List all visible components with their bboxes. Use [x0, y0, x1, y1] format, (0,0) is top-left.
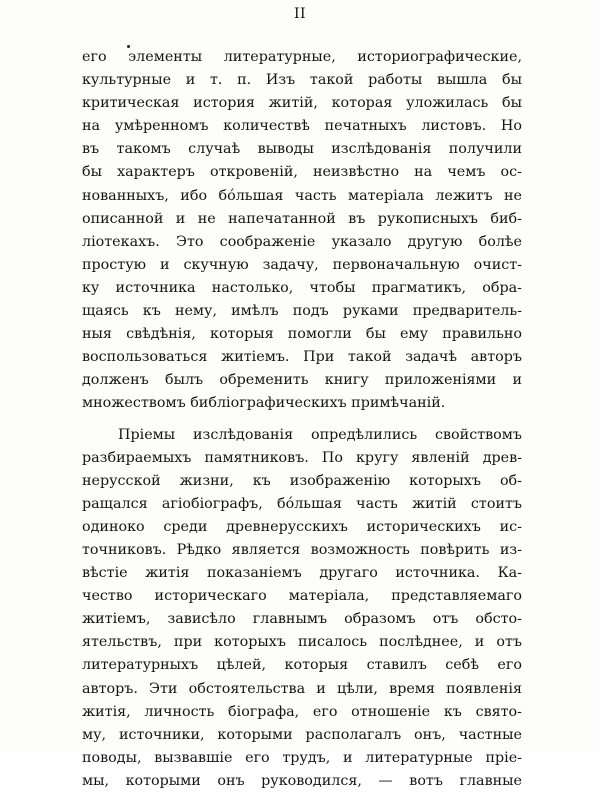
text-line: нованныхъ, ибо бóльшая часть матеріала лежитъ не: [82, 185, 522, 208]
paragraph-1: [82, 46, 522, 416]
text-line: му, источники, которыми располагалъ онъ, частные: [82, 724, 522, 747]
text-line: ращался агіобіографъ, бóльшая часть житій стоитъ: [82, 493, 522, 516]
text-line: мы, которыми онъ руководился, — вотъ главные: [82, 770, 522, 793]
page-body: [82, 46, 522, 793]
text-line: ліотекахъ. Это соображеніе указало другую болѣе: [82, 231, 522, 254]
text-line: нерусской жизни, къ изображенію которыхъ об-: [82, 470, 522, 493]
text-line: ятельствъ, при которыхъ писалось послѣднее, и отъ: [82, 631, 522, 654]
text-line: культурные и т. п. Изъ такой работы вышла бы: [82, 69, 522, 92]
text-line: критическая история житій, которая уложилась бы: [82, 92, 522, 115]
paragraph-gap: [82, 416, 522, 424]
text-line: долженъ былъ обременить книгу приложеніями и: [82, 369, 522, 392]
text-line: въ такомъ случаѣ выводы изслѣдованія получили: [82, 138, 522, 161]
text-line: разбираемыхъ памятниковъ. По кругу явленій древ-: [82, 447, 522, 470]
text-line: житія, личность біографа, его отношеніе къ свято-: [82, 701, 522, 724]
text-line: описанной и не напечатанной въ рукописныхъ биб-: [82, 208, 522, 231]
text-line: множествомъ библіографическихъ примѣчаній.: [82, 392, 522, 415]
paragraph-2: [82, 424, 522, 793]
text-line: житіемъ, зависѣло главнымъ образомъ отъ обсто-: [82, 608, 522, 631]
text-line: одиноко среди древнерусскихъ историческихъ ис-: [82, 516, 522, 539]
text-line: воспользоваться житіемъ. При такой задачѣ авторъ: [82, 346, 522, 369]
text-line: ку источника настолько, чтобы прагматикъ, обра-: [82, 277, 522, 300]
text-line: его элементы литературные, историографические,: [82, 46, 522, 69]
text-line: поводы, вызвавшіе его трудъ, и литературные пріе-: [82, 747, 522, 770]
text-line: литературныхъ цѣлей, которыя ставилъ себѣ его: [82, 654, 522, 677]
text-line: вѣстіе житія показаніемъ другаго источника. Ка-: [82, 562, 522, 585]
text-line: чество историческаго матеріала, представляемаго: [82, 585, 522, 608]
text-line: ныя свѣдѣнія, которыя помогли бы ему правильно: [82, 323, 522, 346]
text-line: точниковъ. Рѣдко является возможность повѣрить из-: [82, 539, 522, 562]
page-number: II: [0, 6, 600, 22]
text-line: на умѣренномъ количествѣ печатныхъ листовъ. Но: [82, 115, 522, 138]
text-line: Пріемы изслѣдованія опредѣлились свойствомъ: [82, 424, 522, 447]
text-line: щаясь къ нему, имѣлъ подъ руками предваритель-: [82, 300, 522, 323]
text-line: бы характеръ откровеній, неизвѣстно на чемъ ос-: [82, 161, 522, 184]
text-line: простую и скучную задачу, первоначальную очист-: [82, 254, 522, 277]
text-line: авторъ. Эти обстоятельства и цѣли, время появленія: [82, 678, 522, 701]
